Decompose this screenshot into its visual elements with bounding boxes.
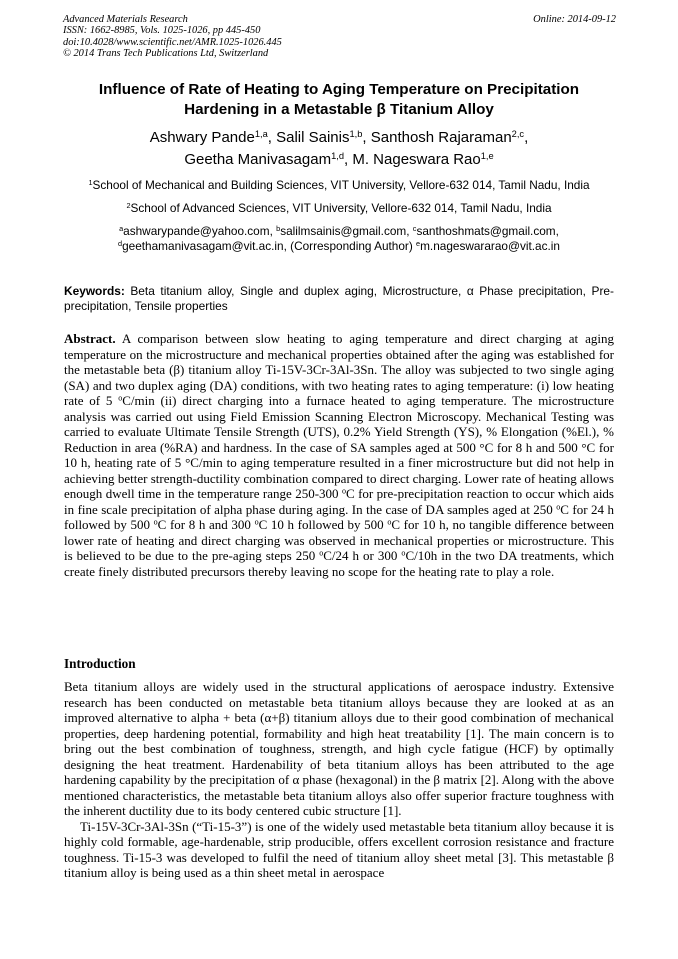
author-sep: , bbox=[344, 151, 353, 168]
author-sep: , bbox=[267, 129, 277, 146]
abstract-text: C for 10 h, no tangible difference between lower rate of heating and direct charging was observed in mechanical properties or microstructure. This is believed to be due to the pre-aging steps 250 bbox=[64, 517, 614, 563]
intro-paragraph-2: Ti-15V-3Cr-3Al-3Sn (“Ti-15-3”) is one of the widely used metastable beta titanium alloy because it is highly cold formable, age-hardenable, strip producible, offers excellent corrosion resistance and fracture toughness. Ti-15-3 was developed to fulfil the need of titanium alloy sheet metal [3]. This metastable β titanium alloy is being used as a thin sheet metal in aerospace bbox=[64, 818, 614, 880]
affiliation-sup: 1 bbox=[88, 177, 93, 187]
emails-line-1 bbox=[50, 224, 628, 239]
title-line-1: Influence of Rate of Heating to Aging Temperature on Precipitation bbox=[98, 81, 580, 98]
affiliation-sup: 2 bbox=[126, 200, 131, 210]
authors-line-1 bbox=[60, 127, 618, 149]
degree-sup: o bbox=[556, 502, 561, 512]
online-date: Online: 2014-09-12 bbox=[533, 14, 616, 25]
authors-line-2 bbox=[60, 149, 618, 171]
degree-sup: o bbox=[319, 548, 324, 558]
author-name: Ashwary Pande bbox=[149, 129, 255, 146]
email-sup: a bbox=[119, 223, 124, 233]
affiliation-2 bbox=[50, 201, 628, 216]
author-sup: 1,b bbox=[349, 128, 363, 139]
email-a[interactable]: ashwarypande@yahoo.com, bbox=[123, 224, 277, 238]
affiliation-1 bbox=[50, 178, 628, 193]
author-sep: , bbox=[362, 129, 371, 146]
degree-sup: o bbox=[254, 517, 259, 527]
author-list bbox=[60, 127, 618, 171]
email-b[interactable]: salilmsainis@gmail.com, bbox=[280, 224, 413, 238]
journal-name: Advanced Materials Research bbox=[63, 14, 188, 25]
journal-header bbox=[63, 14, 616, 59]
author-name: Salil Sainis bbox=[276, 129, 350, 146]
author-name: M. Nageswara Rao bbox=[352, 151, 481, 168]
abstract-block bbox=[64, 331, 614, 579]
email-e[interactable]: m.nageswararao@vit.ac.in bbox=[420, 239, 560, 253]
keywords-block bbox=[64, 284, 614, 314]
email-sup: e bbox=[416, 238, 421, 248]
author-name: Santhosh Rajaraman bbox=[370, 129, 512, 146]
abstract-label: Abstract. bbox=[64, 331, 116, 346]
issn-line: ISSN: 1662-8985, Vols. 1025-1026, pp 445-450 bbox=[63, 25, 261, 37]
abstract-text: C for pre-precipitation reaction to occur which aids in fine scale precipitation of alpha phase during aging. In the case of DA samples aged at 250 bbox=[64, 486, 614, 517]
abstract-text: C 10 h followed by 500 bbox=[258, 517, 388, 532]
email-sup: c bbox=[412, 223, 417, 233]
abstract-text: C for 24 h followed by 500 bbox=[64, 501, 614, 532]
affiliation-text: School of Advanced Sciences, VIT University, Vellore-632 014, Tamil Nadu, India bbox=[130, 201, 552, 215]
copyright-line: © 2014 Trans Tech Publications Ltd, Switzerland bbox=[63, 47, 269, 59]
affiliation-text: School of Mechanical and Building Sciences, VIT University, Vellore-632 014, Tamil Nadu, India bbox=[92, 178, 590, 192]
author-emails bbox=[50, 224, 628, 254]
abstract-text: C for 8 h and 300 bbox=[157, 517, 255, 532]
author-sup: 1,d bbox=[331, 150, 344, 161]
doi-line[interactable]: doi:10.4028/www.scientific.net/AMR.1025-1026.445 bbox=[63, 36, 282, 48]
degree-sup: o bbox=[341, 486, 346, 496]
degree-sup: o bbox=[118, 393, 123, 403]
section-heading-introduction: Introduction bbox=[64, 656, 136, 671]
title-line-2: Hardening in a Metastable β Titanium Alloy bbox=[184, 101, 494, 118]
author-sup: 1,e bbox=[480, 150, 494, 161]
introduction-body bbox=[64, 679, 614, 881]
abstract-text: C/24 h or 300 bbox=[323, 548, 402, 563]
paper-title bbox=[60, 80, 618, 120]
author-sup: 1,a bbox=[254, 128, 268, 139]
author-name: Geetha Manivasagam bbox=[184, 151, 332, 168]
degree-sup: o bbox=[401, 548, 406, 558]
intro-paragraph-1: Beta titanium alloys are widely used in the structural applications of aerospace industry. Extensive research has been conducted on metastable beta titanium alloys because they are looked at as an improved alternative to alpha + beta (α+β) titanium alloys due to their good combination of mechanical properties, deep hardening potential, formability and high heat treatability [1]. The main concern is to bring out the best combination of toughness, strength, and high cycle fatigue (HCF) by optimally designing the heat treatment. Hardenability of beta titanium alloys has been attributed to the age hardening capability by the precipitation of α phase (hexagonal) in the β matrix [2]. Along with the above mentioned characteristics, the metastable beta titanium alloys also offer superior fracture toughness with the inherent ductility due to its body centered cubic structure [1]. bbox=[64, 679, 614, 818]
author-sep: , bbox=[524, 129, 529, 146]
author-sup: 2,c bbox=[511, 128, 525, 139]
degree-sup: o bbox=[153, 517, 158, 527]
emails-line-2 bbox=[50, 239, 628, 254]
email-c[interactable]: santhoshmats@gmail.com, bbox=[416, 224, 559, 238]
keywords-text: Beta titanium alloy, Single and duplex aging, Microstructure, α Phase precipitation, Pre-precipitation, Tensile properties bbox=[64, 284, 614, 314]
abstract-text: A comparison between slow heating to aging temperature and direct charging at aging temperature on the microstructure and mechanical properties obtained after the aging was established for the metastable beta (β) titanium alloy Ti-15V-3Cr-3Al-3Sn. The alloy was subjected to two single aging (SA) and two duplex aging (DA) conditions, with two heating rates to aging temperature: (i) low heating rate of 5 bbox=[64, 331, 614, 408]
email-sup: b bbox=[276, 223, 281, 233]
keywords-label: Keywords: bbox=[64, 284, 125, 298]
email-d[interactable]: geethamanivasagam@vit.ac.in, (Corresponding Author) bbox=[122, 239, 417, 253]
email-sup: d bbox=[118, 238, 123, 248]
degree-sup: o bbox=[387, 517, 392, 527]
abstract-text: C/10h in the two DA treatments, which create finely distributed precursors thereby leaving no scope for the heating rate to play a role. bbox=[64, 548, 614, 579]
abstract-text: C/min (ii) direct charging into a furnace heated to aging temperature. The microstructure analysis was carried out using Field Emission Scanning Electron Microscopy. Mechanical Testing was carried to evaluate Ultimate Tensile Strength (UTS), 0.2% Yield Strength (YS), % Elongation (%El.), % Reduction in area (%RA) and hardness. In the case of SA samples aged at 500 °C for 8 h and 500 °C for 10 h, heating rate of 5 °C/min to aging temperature resulted in a finer microstructure but did not help in achieving better strength-ductility combination compared to direct charging. Lower rate of heating allows enough dwell time in the temperature range 250-300 bbox=[64, 393, 614, 501]
